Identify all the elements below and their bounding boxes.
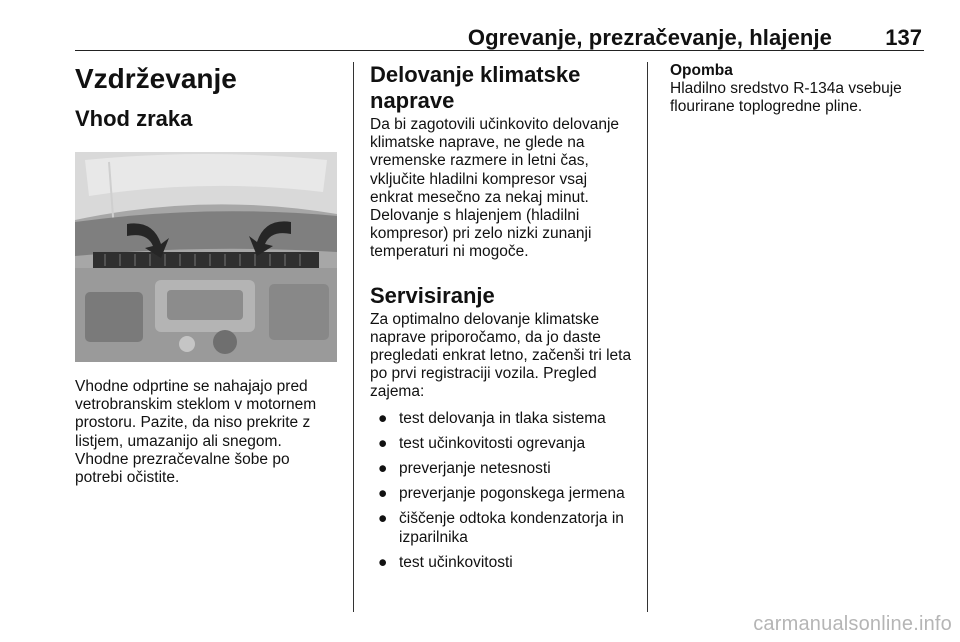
heading-ac-operation: Delovanje klimatske naprave: [370, 62, 581, 113]
heading-servicing: Servisiranje: [370, 282, 495, 308]
bullet-icon: ●: [378, 485, 388, 503]
paragraph-ac-operation: Da bi zagotovili učinkovito delovanje klimatske naprave, ne glede na vremenske razmere in letni čas, vključite hladilni kompresor vsaj enkrat mesečno za nekaj minut. Delovanje s hlajenjem (hladilni kompresor) pri zelo nizki zunanji temperaturi ni mogoče.: [370, 116, 620, 261]
list-item: ● preverjanje pogonskega jermena: [378, 485, 625, 503]
bullet-icon: ●: [378, 460, 388, 478]
column-middle: [370, 62, 634, 579]
engine-bay-photo: [75, 152, 337, 362]
list-item: ● test delovanja in tlaka sistema: [378, 409, 606, 427]
subheading-air-intake: Vhod zraka: [75, 106, 193, 131]
page-header: [75, 26, 924, 51]
list-item: ● čiščenje odtoka kondenzatorja in izparilnika: [378, 510, 624, 546]
column-left: [75, 62, 337, 487]
page-number: 137: [885, 25, 922, 50]
bullet-icon: ●: [378, 553, 388, 571]
column-divider-1: [353, 62, 354, 612]
column-right: [670, 62, 926, 117]
service-checklist: [370, 410, 634, 572]
paragraph-air-intake: Vhodne odprtine se nahajajo pred vetrobranskim steklom v motornem prostoru. Pazite, da niso prekrite z listjem, umazanijo ali snegom. Vhodne prezračevalne šobe po potrebi očistite.: [75, 378, 317, 487]
column-divider-2: [647, 62, 648, 612]
bullet-icon: ●: [378, 434, 388, 452]
list-item: ● test učinkovitosti ogrevanja: [378, 434, 586, 452]
note-title: Opomba: [670, 62, 733, 79]
paragraph-servicing: Za optimalno delovanje klimatske naprave priporočamo, da jo daste pregledati enkrat letno, začenši tri leta po prvi registraciji vozila. Pregled zajema:: [370, 310, 632, 401]
note-text: Hladilno sredstvo R-134a vsebuje flourirane toplogredne pline.: [670, 80, 902, 116]
chapter-title: Ogrevanje, prezračevanje, hlajenje: [467, 25, 832, 50]
bullet-icon: ●: [378, 409, 388, 427]
watermark: carmanualsonline.info: [753, 613, 952, 635]
list-item: ● test učinkovitosti: [378, 553, 513, 571]
list-item: ● preverjanje netesnosti: [378, 460, 551, 478]
section-heading-maintenance: Vzdrževanje: [75, 63, 237, 94]
bullet-icon: ●: [378, 510, 388, 528]
